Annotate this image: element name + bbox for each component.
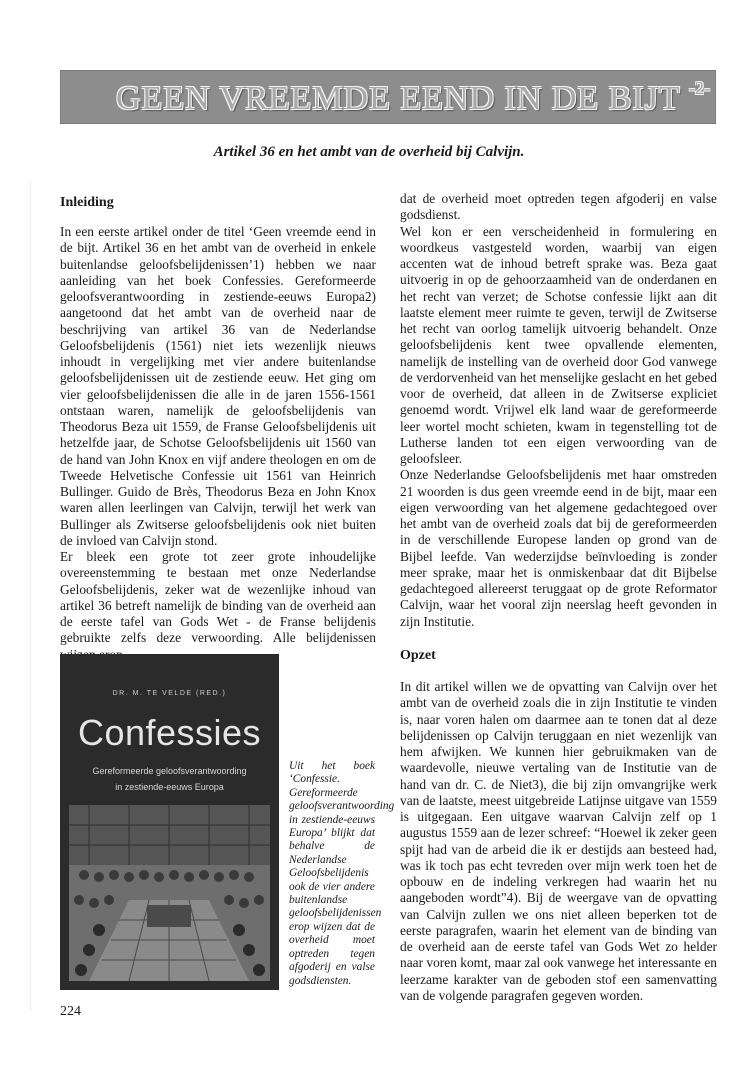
article-title: GEEN VREEMDE EEND IN DE BIJT [116,80,681,117]
section-heading-opzet: Opzet [400,648,436,663]
article-part-number: -2- [689,78,710,98]
page-number: 224 [60,1004,81,1019]
paragraph: Wel kon er een verscheidenheid in formulering en woordkeus vastgesteld worden, waarbij van eigen accenten wat de inhoud betreft sprake was. Beza gaat uitvoerig in op de gehoorzaamheid van de onderdanen en het recht van verzet; de Schotse confessie lijkt aan dit laatste element meer ruimte te geven, terwijl de Zwitserse het recht van oorlog tamelijk uitvoerig behandelt. Onze geloofsbelijdenis kent twee opvallende elementen, namelijk de instelling van de overheid door God vanwege de verdorvenheid van het menselijke geslacht en het gebed voor de overheid, dat alleen in de Zwitserse expliciet genoemd wordt. Vrijwel elk land waar de gereformeerde leer wortel mocht schieten, kwam in tegenstelling tot de Lutherse landen tot een eigen verwoording van de geloofsleer. [400,223,717,466]
page-edge-shadow [30,180,31,1010]
synod-engraving-image [69,805,270,981]
book-subtitle-line1: Gereformeerde geloofsverantwoording [92,766,247,776]
article-subtitle: Artikel 36 en het ambt van de overheid bij Calvijn. [213,144,525,160]
title-banner [60,70,716,124]
paragraph: Er bleek een grote tot zeer grote inhoudelijke overeenstemming te bestaan met onze Nederlandse Geloofsbelijdenis, zeker wat de wezenlijke inhoud van artikel 36 betreft namelijk de binding van de overheid aan de eerste tafel van Gods Wet - de Franse belijdenis gebruikte zelfs deze verwoording. Alle belijdenissen [60,549,376,646]
paragraph: Onze Nederlandse Geloofsbelijdenis met haar omstreden 21 woorden is dus geen vreemde eend in de bijt, maar een eigen verwoording van het algemene gedachtegoed over het ambt van de overheid zoals dat bij de gereformeerden in de verschillende Europese landen op grond van de Bijbel leefde. Van wederzijdse beïnvloeding is zonder meer sprake, maar het is onmiskenbaar dat dit Bijbelse gedachtegoed allereerst teruggaat op de grote Reformator Calvijn, waar het vooral zijn neerslag heeft gevonden in zijn Institutie. [400,467,717,629]
right-column-text [400,191,717,630]
paragraph: In dit artikel willen we de opvatting van Calvijn over het ambt van de overheid zoals die in zijn Institutie te vinden is, naar voren halen om daarmee aan te tonen dat al deze belijdenissen op Calvijn teruggaan en niet wezenlijk van hem afwijken. We kunnen hier gebruikmaken van de waardevolle, nieuwe vertaling van de Institutie van de hand van dr. C. de Niet3), die bij zijn omvangrijke werk van de laatste, meest uitgebreide Latijnse uitgave van 1559 is uitgegaan. Een uitgave waarvan Calvijn zelf op 1 augustus 1559 aan de lezer schreef: “Hoewel ik zeker geen spijt had van de arbeid die ik er destijds aan besteed had, was ik toch pas echt tevreden over mijn werk toen het de opbouw en de indeling verkregen had waarin het nu aangeboden wordt”4). Bij de weergave van de opvatting van Calvijn zullen we ons niet alleen beperken tot de eerste paragrafen, waarin het element van de binding van de overheid aan de eerste tafel van Gods Wet zo helder naar voren komt, maar zal ook vanwege het interessante en leerzame karakter van de geboden stof een samenvatting van de volgende paragrafen gegeven worden. [400,679,717,1003]
book-title: Confessies [77,712,262,753]
section-heading-inleiding: Inleiding [60,195,114,210]
book-author: DR. M. TE VELDE (RED.) [112,690,227,697]
book-cover-image [60,654,279,990]
paragraph: dat de overheid moet optreden tegen afgoderij en valse godsdienst. [400,191,717,223]
right-column-text-opzet [400,679,717,1004]
left-column-text [60,224,376,663]
image-caption: Uit het boek ‘Confessie. Gereformeerde geloofsverantwoording in zestiende-eeuws Europa’ blijkt dat behalve de Nederlandse Geloofsbelijdenis ook de vier andere buitenlandse geloofsbelijdenissen erop wijzen dat de overheid moet optreden tegen afgoderij en valse godsdiensten. [289,760,395,987]
book-subtitle-line2: in zestiende-eeuws Europa [115,782,224,792]
paragraph: In een eerste artikel onder de titel ‘Geen vreemde eend in de bijt. Artikel 36 en het ambt van de overheid in enkele buitenlandse geloofsbelijdenissen’1) hebben we naar aanleiding van het boek Confessies. Gereformeerde geloofsverantwoording in zestiende-eeuws Europa2) aangetoond dat het ambt van de overheid naar de beschrijving van artikel 36 van de Nederlandse Geloofsbelijdenis (1561) niet iets wezenlijk nieuws inhoudt in vergelijking met vier andere buitenlandse geloofsbelijdenissen uit de zestiende eeuw. Het ging om vier geloofsbelijdenissen die alle in de jaren 1556-1561 ontstaan waren, namelijk de geloofsbelijdenis van Theodorus Beza uit 1559, de Franse Geloofsbelijdenis uit hetzelfde jaar, de Schotse Geloofsbelijdenis uit 1560 van de hand van John Knox en vijf andere theologen en om de Tweede Helvetische Confessie uit 1561 van Heinrich Bullinger. Guido de Brès, Theodorus Beza en John Knox waren allen leerlingen van Calvijn, terwijl het werk van Bullinger als Zwitserse geloofsbelijdenis ook niet buiten de invloed van Calvijn stond. [60,224,376,548]
